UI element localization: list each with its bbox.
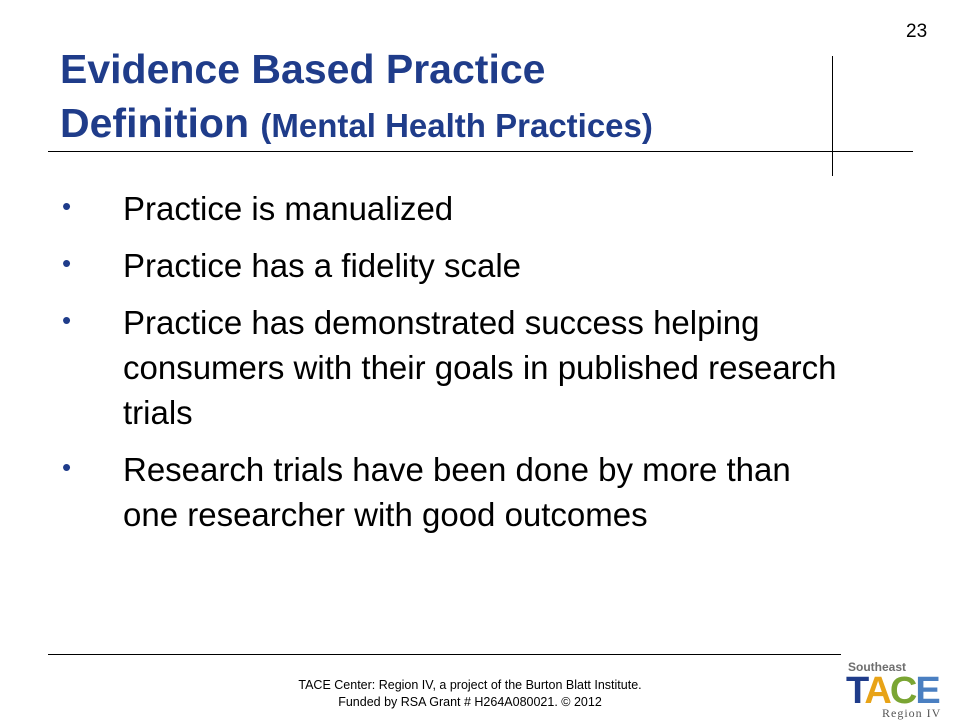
title-line-2-main: Definition (60, 100, 261, 146)
vertical-divider (832, 56, 833, 176)
logo-letter-c: C (889, 670, 916, 712)
bullet-icon: • (62, 248, 72, 278)
bullet-item (62, 243, 852, 288)
tace-logo (846, 660, 952, 718)
logo-southeast-text: Southeast (848, 660, 907, 674)
bullet-item (62, 447, 852, 537)
logo-letter-e: E (915, 670, 939, 712)
logo-region-text: Region IV (882, 706, 942, 720)
bullet-text: Practice has a fidelity scale (123, 247, 522, 284)
footer-line-1: TACE Center: Region IV, a project of the Burton Blatt Institute. (298, 678, 642, 692)
logo-letter-t: T (846, 670, 865, 712)
title-line-2-parenthetical: (Mental Health Practices) (260, 107, 653, 144)
bullet-item (62, 300, 852, 435)
footer-line-2: Funded by RSA Grant # H264A080021. © 2012 (338, 695, 602, 709)
bullet-text: Practice has demonstrated success helping consumers with their goals in published research trials (123, 304, 837, 431)
bullet-item (62, 186, 852, 231)
logo-letter-a: A (864, 670, 890, 712)
bullet-icon: • (62, 191, 72, 221)
bullet-text: Practice is manualized (123, 190, 454, 227)
bullet-icon: • (62, 305, 72, 335)
bullet-icon: • (62, 452, 72, 482)
slide-title (60, 42, 840, 153)
logo-wordmark (846, 672, 939, 710)
title-line-1: Evidence Based Practice (60, 46, 546, 92)
footer-credit (250, 677, 690, 711)
title-line-2 (60, 96, 840, 153)
bullet-text: Research trials have been done by more than one researcher with good outcomes (123, 451, 791, 533)
bullet-list (62, 186, 852, 549)
footer-divider (48, 654, 841, 655)
title-divider (48, 151, 913, 152)
slide-number: 23 (906, 21, 928, 42)
